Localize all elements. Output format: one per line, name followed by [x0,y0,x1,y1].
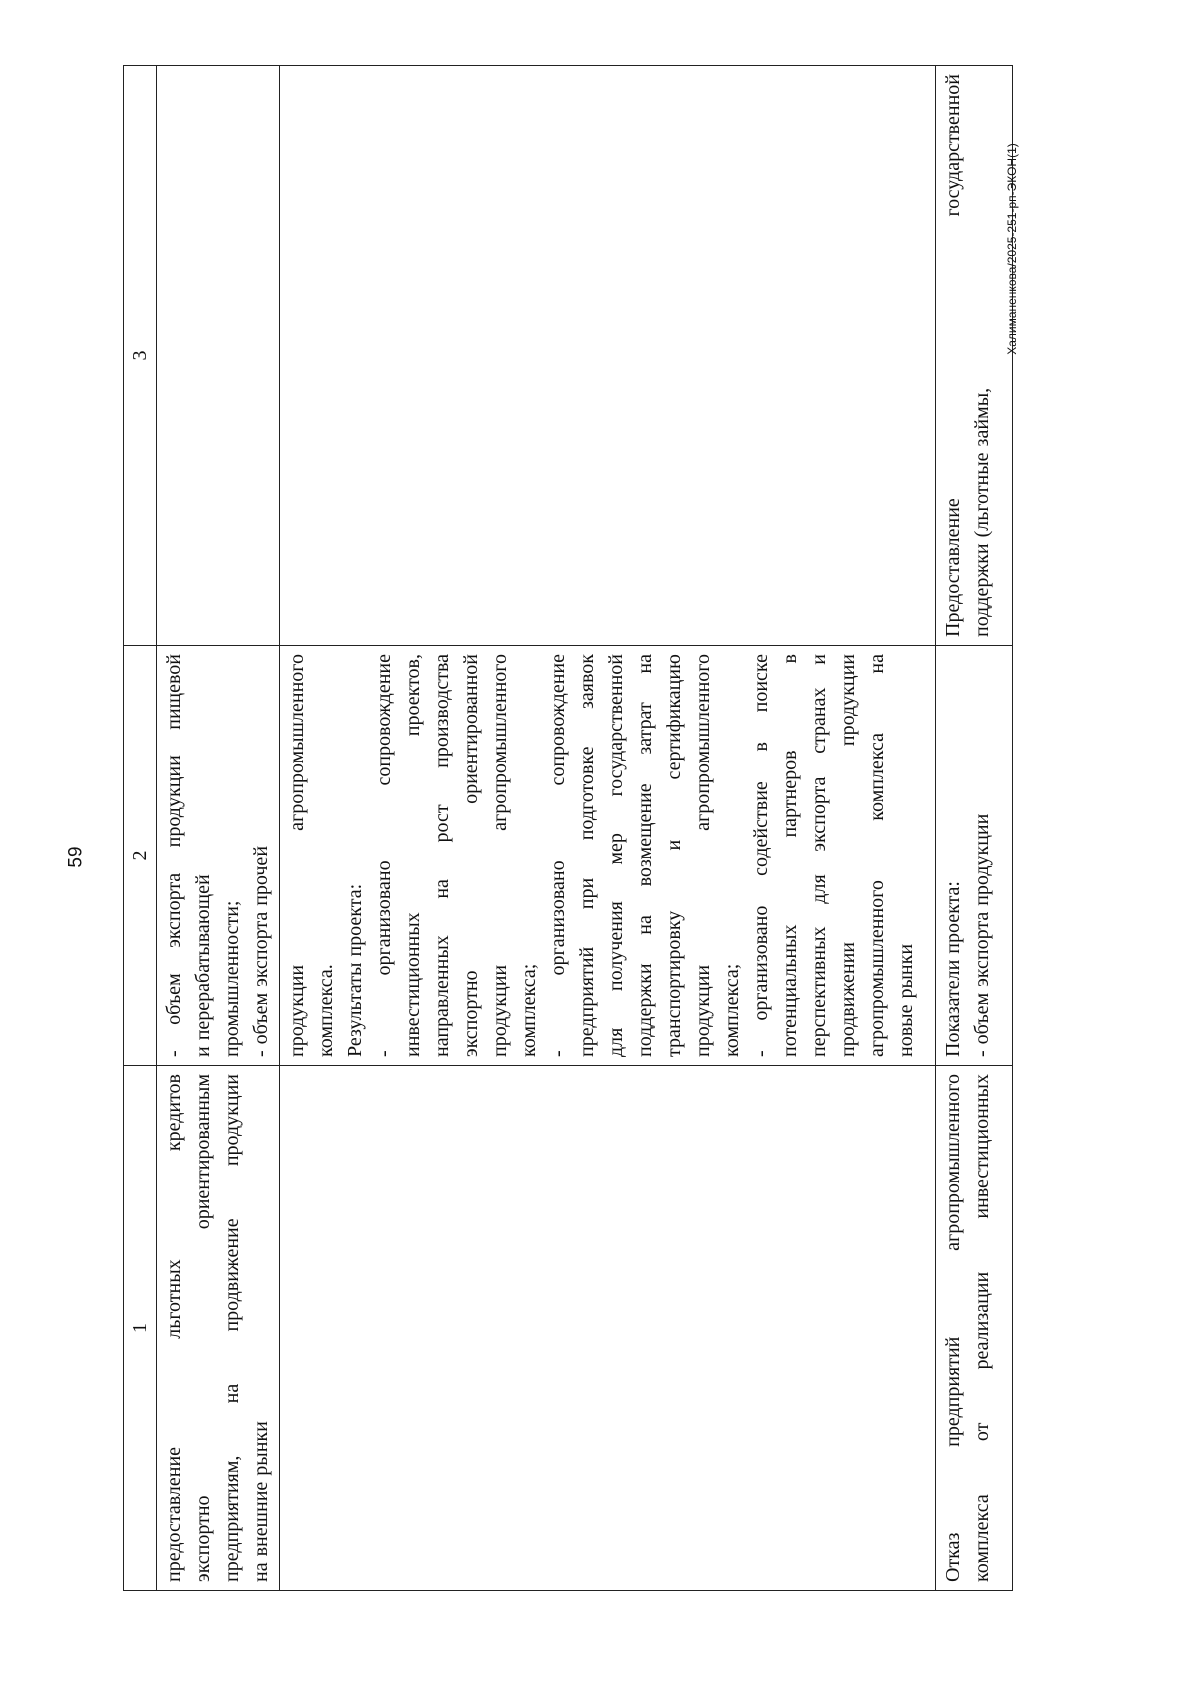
cell-line: комплекса от реализации инвестиционных [971,1074,993,1582]
cell-row2-col3 [280,66,936,646]
cell-line: поддержки на возмещение затрат на [634,654,656,1057]
cell-line: агропромышленного комплекса на [866,654,888,1057]
cell-line: - организовано содействие в поиске [750,654,772,1057]
cell-line: потенциальных партнеров в [779,654,801,1057]
cell-line: новые рынки [895,943,917,1057]
cell-line: Предоставление государственной [942,74,964,637]
cell-line: предприятиям, на продвижение продукции [221,1074,243,1582]
cell-line: комплекса; [721,963,743,1057]
cell-line: продукции агропромышленного [692,654,714,1057]
cell-row3-col2 [936,646,1013,1066]
header-col-2: 2 [124,646,157,1066]
cell-line: комплекса. [315,964,337,1057]
cell-line: направленных на рост производства [431,654,453,1057]
cell-line: - организовано сопровождение [373,654,395,1057]
cell-line: - объем экспорта прочей [250,845,272,1057]
cell-line: на внешние рынки [250,1421,272,1582]
table-row [280,66,936,1591]
cell-line: перспективных для экспорта странах и [808,654,830,1057]
cell-line: экспортно ориентированным [192,1074,214,1582]
cell-row1-col1 [157,1066,280,1591]
cell-line: экспортно ориентированной [460,654,482,1057]
cell-line: Отказ предприятий агропромышленного [942,1074,964,1582]
header-col-3: 3 [124,66,157,646]
cell-line: - организовано сопровождение [547,654,569,1057]
cell-line: продукции агропромышленного [286,654,308,1057]
cell-line: поддержки (льготные займы, [971,387,993,637]
cell-line: Результаты проекта: [344,883,366,1057]
cell-line: - объем экспорта продукции [971,813,993,1057]
cell-line: для получения мер государственной [605,654,627,1057]
table-area [123,66,1013,1591]
cell-row2-col1 [280,1066,936,1591]
cell-line: предоставление льготных кредитов [163,1074,185,1582]
cell-line: и перерабатывающей [192,874,214,1057]
document-code: Халиманенкова/2025-251-рп-ЭКОН(1) [1005,143,1019,355]
cell-row1-col3 [157,66,280,646]
cell-row3-col3 [936,66,1013,646]
cell-row1-col2 [157,646,280,1066]
cell-line: инвестиционных проектов, [402,654,424,1057]
cell-line: транспортировку и сертификацию [663,654,685,1057]
cell-line: продукции агропромышленного [489,654,511,1057]
cell-row3-col1 [936,1066,1013,1591]
measures-table [123,65,1013,1591]
cell-line: Показатели проекта: [942,881,964,1057]
table-row [936,66,1013,1591]
table-wrapper [123,66,1013,1591]
cell-line: - объем экспорта продукции пищевой [163,654,185,1057]
cell-line: комплекса; [518,963,540,1057]
cell-line: промышленности; [221,900,243,1057]
page-number: 59 [65,846,87,868]
table-header-row [124,66,157,1591]
cell-line: продвижении продукции [837,654,859,1057]
cell-line: предприятий при подготовке заявок [576,654,598,1057]
header-col-1: 1 [124,1066,157,1591]
cell-row2-col2 [280,646,936,1066]
table-row [157,66,280,1591]
